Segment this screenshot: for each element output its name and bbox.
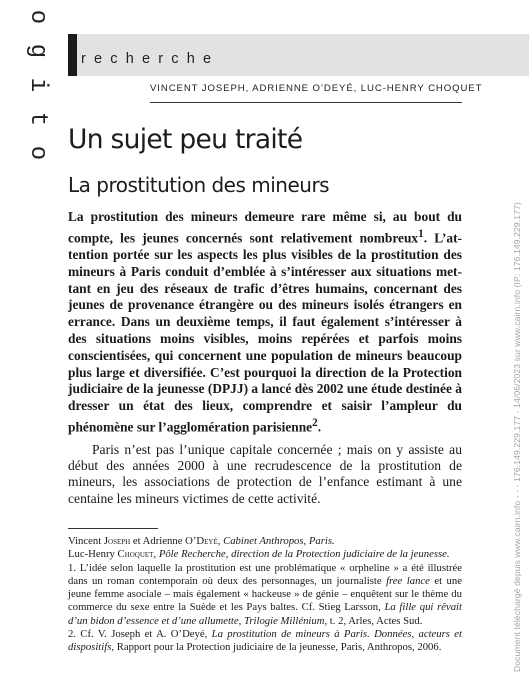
section-rubric [68,34,529,76]
download-watermark: Document téléchargé depuis www.cairn.info - - - 176.149.229.177 - 14/06/2023 sur www.cairn.info (IP: 176.149.229.177) [512,202,522,672]
footnote-ref[interactable]: 1 [418,227,424,240]
footnote-2: 2. Cf. V. Joseph et A. O’Deyé, La prostitution de mineurs à Paris. Données, acteurs et dispositifs, Rapport pour la Protection judiciaire de la jeunesse, Paris, Anthropos, 2006. [68,628,463,654]
header-rule [150,102,462,103]
footnote-1: 1. L’idée selon laquelle la prostitution est une problématique « orpheline » a été illustrée dans un roman contemporain où deux des personnages, un journaliste free lance et une jeune femme asociale – mais également « hackeuse » de génie – enquêtent sur le thème du commerce du sexe entre la Suède et les Pays baltes. Cf. Stieg Larsson, La fille qui rêvait d’un bidon d’essence et d’une allumette, Trilogie Millénium, t. 2, Arles, Actes Sud. [68,561,462,627]
footnotes [68,535,462,655]
article-title: Un sujet peu traité [68,124,303,155]
lead-paragraph: La prostitution des mineurs demeure rare même si, au bout du compte, les jeunes concernés sont relativement nombreux$^1$. L’attention portée sur les aspects les plus visibles de la prostitution des mineurs à Paris conduit d’emblée à s’intéresser aux situations mettant en jeu des réseaux de trafic d’êtres humains, concernant des jeunes de provenance étrangère ou des mineurs isolés étrangers en errance. Dans un deuxième temps, il faut également s’intéresser à des situations moins visibles, moins repérées et parfois moins conscientisées, qui concernent une population de mineurs beaucoup plus large et diversifiée. C’est pourquoi la direction de la Protection judiciaire de la jeunesse (DPJJ) a lancé dès 2002 une étude destinée à dresser un état des lieux, comprendre et saisir l’ampleur du phénomène sur l’agglomération parisienne$^2$. [68,209,462,435]
author-affiliation: Vincent Joseph et Adrienne O’Deyé, Cabinet Anthropos, Paris. [68,535,335,547]
article-subtitle: La prostitution des mineurs [68,173,330,197]
logo-letter: o [24,145,51,161]
authors-line: VINCENT JOSEPH, ADRIENNE O’DEYÉ, LUC-HENRY CHOQUET [150,83,483,94]
footnote-ref[interactable]: 2 [312,417,318,430]
footnote-rule [68,528,158,529]
logo-letter: t [24,111,51,127]
cogito-logo [22,0,52,170]
logo-letter: o [24,9,51,25]
rubric-marker [68,34,77,76]
body-paragraph: Paris n’est pas l’unique capitale concernée ; mais on y assiste au début des années 2000 à une recrudescence de la prostitution de mineurs, les associations de protection de l’enfance estimant à une centaine les mineurs victimes de cette activité. [68,442,462,506]
rubric-label: recherche [81,51,220,67]
author-affiliation: Luc-Henry Choquet, Pôle Recherche, direction de la Protection judiciaire de la jeunesse. [68,548,450,561]
logo-letter: i [24,77,51,93]
logo-letter: g [24,43,51,59]
